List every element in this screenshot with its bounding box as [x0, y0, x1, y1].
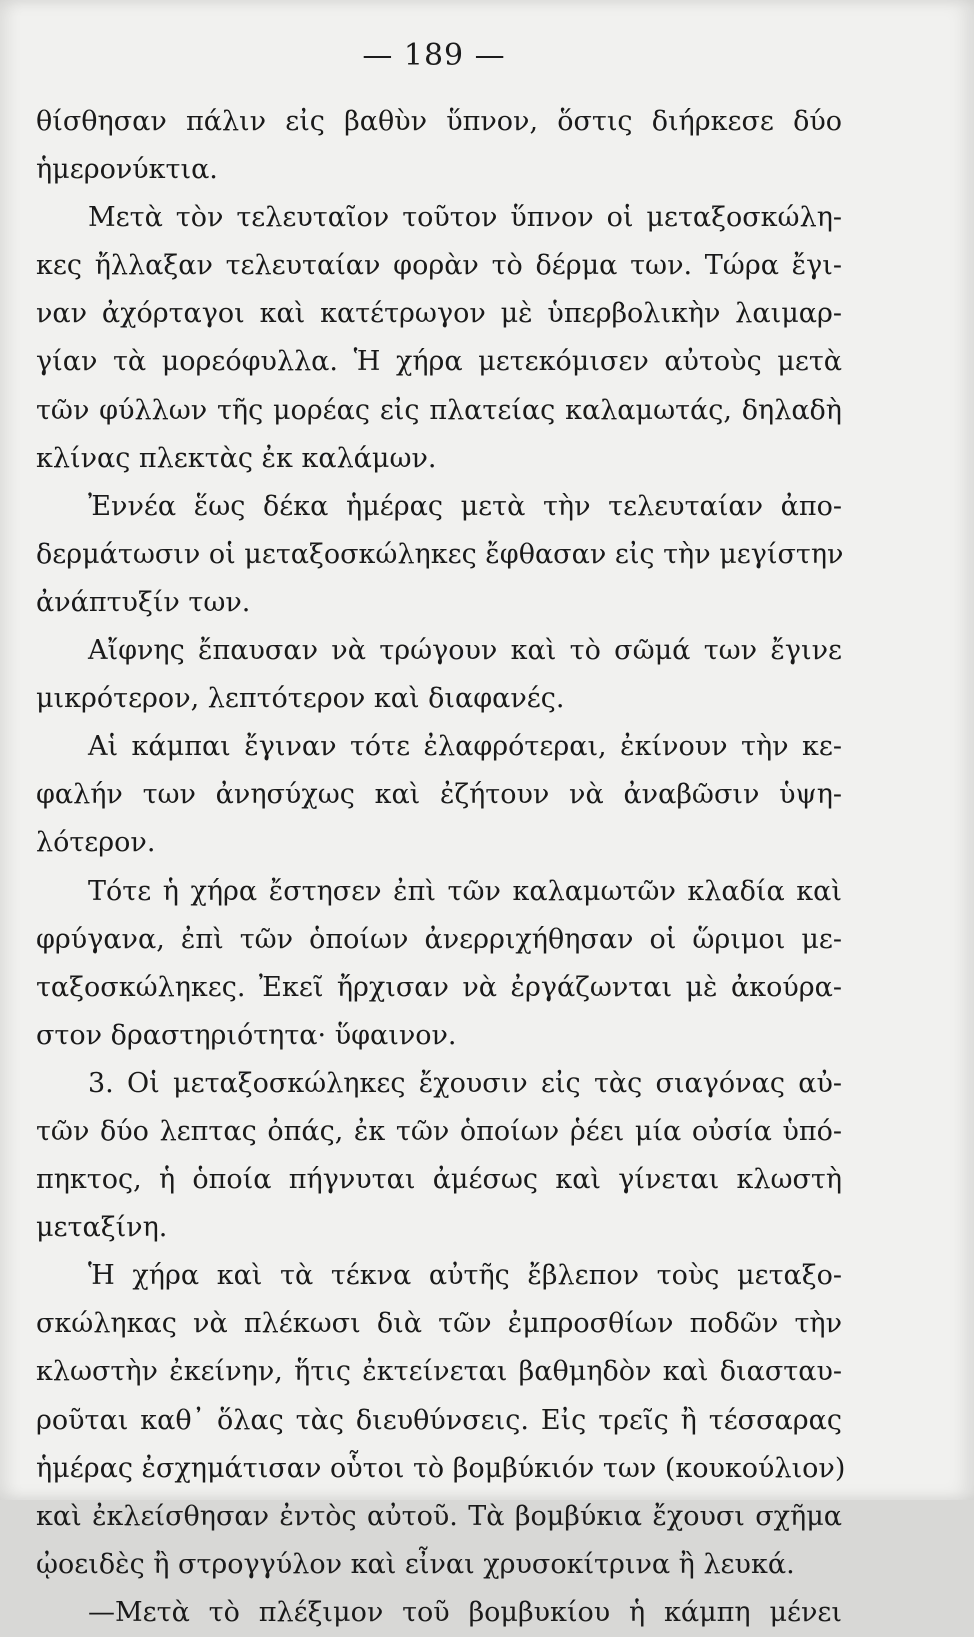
page-number: — 189 —	[362, 38, 506, 73]
text-line: φρύγανα, ἐπὶ τῶν ὁποίων ἀνερριχήθησαν οἱ ὥριμοι με-	[36, 923, 842, 955]
text-line: ναν ἀχόρταγοι καὶ κατέτρωγον μὲ ὑπερβολικὴν λαιμαρ-	[36, 298, 842, 330]
text-line: καὶ ἐκλείσθησαν ἐντὸς αὐτοῦ. Τὰ βομβύκια ἔχουσι σχῆμα	[36, 1500, 842, 1532]
text-line: Τότε ἡ χήρα ἔστησεν ἐπὶ τῶν καλαμωτῶν κλαδία καὶ	[88, 875, 842, 907]
text-line: δερμάτωσιν οἱ μεταξοσκώληκες ἔφθασαν εἰς τὴν μεγίστην	[36, 538, 844, 570]
text-line: κλωστὴν ἐκείνην, ἥτις ἐκτείνεται βαθμηδὸν καὶ διασταυ-	[36, 1356, 842, 1388]
text-line: στον δραστηριότητα· ὕφαινον.	[36, 1019, 457, 1051]
text-line: Ἐννέα ἕως δέκα ἡμέρας μετὰ τὴν τελευταίαν ἀπο-	[88, 490, 842, 522]
text-line: —Μετὰ τὸ πλέξιμον τοῦ βομβυκίου ἡ κάμπη μένει	[88, 1596, 842, 1628]
text-line: ἡμέρας ἐσχημάτισαν οὗτοι τὸ βομβύκιόν των (κουκούλιον)	[36, 1452, 846, 1484]
text-line: μικρότερον, λεπτότερον καὶ διαφανές.	[36, 683, 565, 715]
text-line: ταξοσκώληκες. Ἐκεῖ ἤρχισαν νὰ ἐργάζωνται μὲ ἀκούρα-	[36, 971, 842, 1003]
text-line: πηκτος, ἡ ὁποία πήγνυται ἀμέσως καὶ γίνεται κλωστὴ	[36, 1164, 842, 1196]
text-line: κλίνας πλεκτὰς ἐκ καλάμων.	[36, 442, 437, 474]
text-line: κες ἤλλαξαν τελευταίαν φορὰν τὸ δέρμα των. Τώρα ἔγι-	[36, 250, 842, 282]
text-line: τῶν δύο λεπτας ὀπάς, ἐκ τῶν ὁποίων ῥέει μία οὐσία ὑπό-	[36, 1115, 842, 1147]
text-line: ροῦται καθ᾽ ὅλας τὰς διευθύνσεις. Εἰς τρεῖς ἢ τέσσαρας	[36, 1404, 842, 1436]
text-line: λότερον.	[36, 827, 156, 859]
text-line: 3. Οἱ μεταξοσκώληκες ἔχουσιν εἰς τὰς σιαγόνας αὐ-	[88, 1067, 842, 1099]
text-line: Αἱ κάμπαι ἔγιναν τότε ἐλαφρότεραι, ἐκίνουν τὴν κε-	[88, 731, 842, 763]
text-line: ἀνάπτυξίν των.	[36, 586, 251, 618]
text-line: Αἴφνης ἔπαυσαν νὰ τρώγουν καὶ τὸ σῶμά των ἔγινε	[88, 635, 842, 667]
text-line: Μετὰ τὸν τελευταῖον τοῦτον ὕπνον οἱ μεταξοσκώλη-	[88, 202, 842, 234]
text-line: ᾠοειδὲς ἢ στρογγύλον καὶ εἶναι χρυσοκίτρινα ἢ λευκά.	[36, 1548, 795, 1580]
text-line: ἡμερονύκτια.	[36, 154, 218, 186]
text-line: γίαν τὰ μορεόφυλλα. Ἡ χήρα μετεκόμισεν αὐτοὺς μετὰ	[36, 346, 842, 378]
text-line: θίσθησαν πάλιν εἰς βαθὺν ὕπνον, ὅστις διήρκεσε δύο	[36, 106, 842, 137]
text-line: Ἡ χήρα καὶ τὰ τέκνα αὐτῆς ἔβλεπον τοὺς μεταξο-	[88, 1260, 842, 1292]
text-line: φαλήν των ἀνησύχως καὶ ἐζήτουν νὰ ἀναβῶσιν ὑψη-	[36, 779, 842, 811]
text-line: σκώληκας νὰ πλέκωσι διὰ τῶν ἐμπροσθίων ποδῶν τὴν	[36, 1308, 842, 1340]
text-line: μεταξίνη.	[36, 1212, 168, 1244]
text-line: τῶν φύλλων τῆς μορέας εἰς πλατείας καλαμωτάς, δηλαδὴ	[36, 394, 842, 426]
body-text	[36, 98, 846, 1637]
